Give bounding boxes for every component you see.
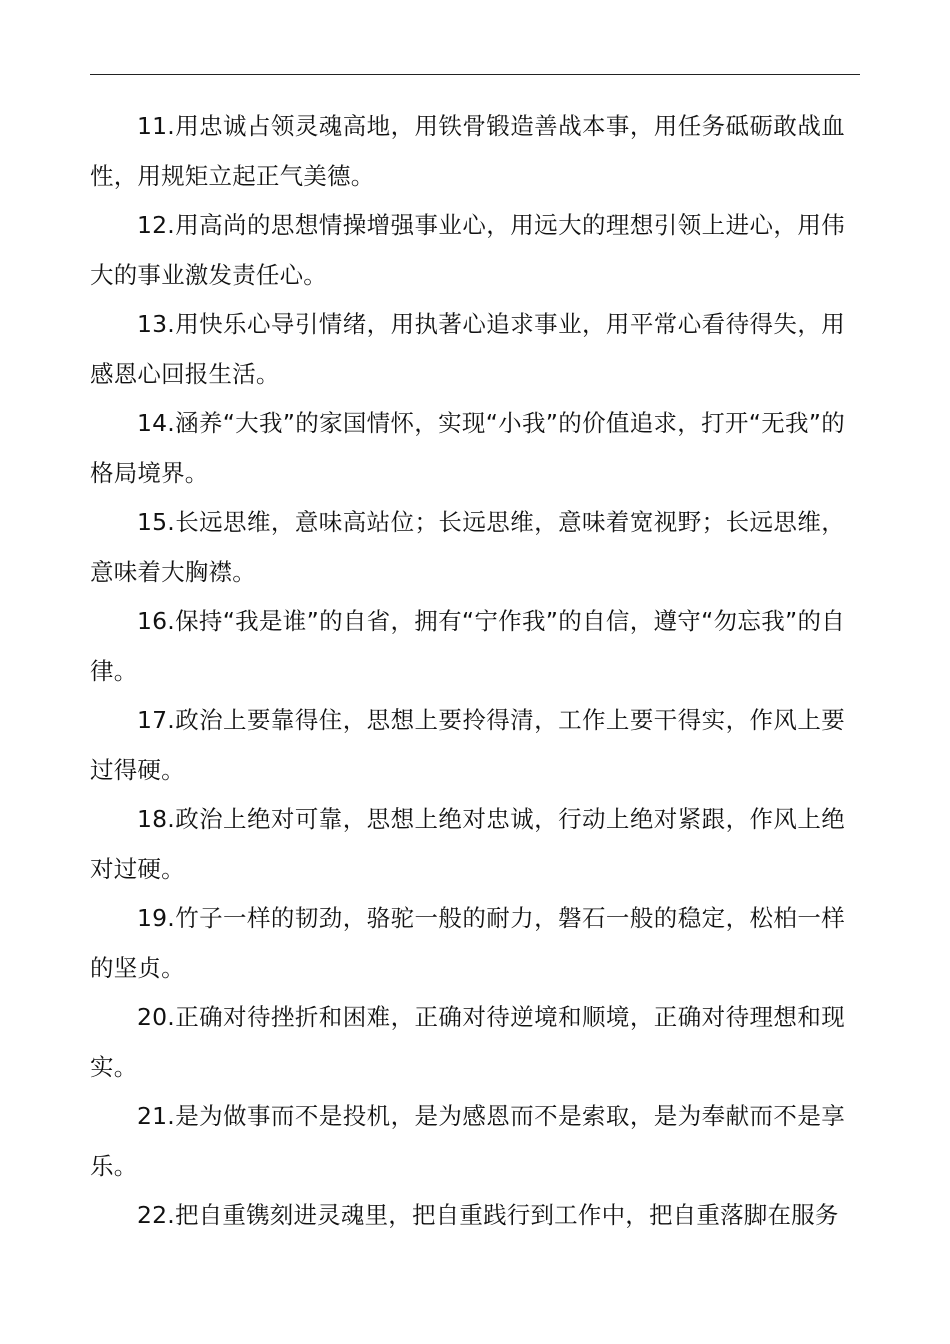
list-item-21: 21.是为做事而不是投机，是为感恩而不是索取，是为奉献而不是享乐。 [90, 1102, 845, 1180]
list-item-20: 20.正确对待挫折和困难，正确对待逆境和顺境，正确对待理想和现实。 [90, 1003, 845, 1081]
list-item-15: 15.长远思维，意味高站位；长远思维，意味着宽视野；长远思维，意味着大胸襟。 [90, 508, 845, 586]
list-item-22: 22.把自重镌刻进灵魂里，把自重践行到工作中，把自重落脚在服务 [137, 1201, 839, 1229]
list-item-11: 11.用忠诚占领灵魂高地，用铁骨锻造善战本事，用任务砥砺敢战血性，用规矩立起正气美德。 [90, 112, 845, 190]
list-item-16: 16.保持“我是谁”的自省，拥有“宁作我”的自信，遵守“勿忘我”的自律。 [90, 607, 845, 685]
list-item-19: 19.竹子一样的韧劲，骆驼一般的耐力，磐石一般的稳定，松柏一样的坚贞。 [90, 904, 845, 982]
list-item-17: 17.政治上要靠得住，思想上要拎得清，工作上要干得实，作风上要过得硬。 [90, 706, 845, 784]
list-item-18: 18.政治上绝对可靠，思想上绝对忠诚，行动上绝对紧跟，作风上绝对过硬。 [90, 805, 845, 883]
document-body [90, 102, 845, 1241]
list-item-12: 12.用高尚的思想情操增强事业心，用远大的理想引领上进心，用伟大的事业激发责任心。 [90, 211, 845, 289]
list-item-13: 13.用快乐心导引情绪，用执著心追求事业，用平常心看待得失，用感恩心回报生活。 [90, 310, 845, 388]
header-rule [90, 74, 860, 75]
list-item-14: 14.涵养“大我”的家国情怀，实现“小我”的价值追求，打开“无我”的格局境界。 [90, 409, 845, 487]
